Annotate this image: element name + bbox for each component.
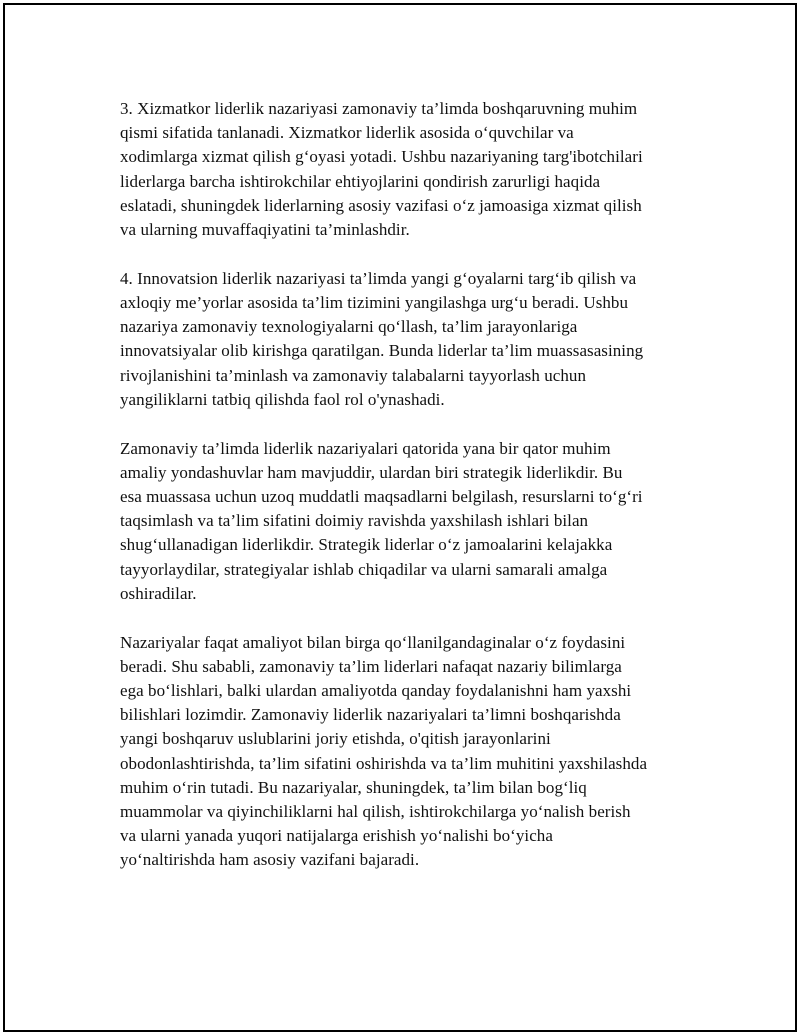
text-line: oshiradilar. [120, 583, 197, 603]
text-line: muhim o‘rin tutadi. Bu nazariyalar, shuningdek, ta’lim bilan bog‘liq [120, 777, 587, 797]
text-line: yo‘naltirishda ham asosiy vazifani bajaradi. [120, 850, 420, 870]
text-line: rivojlanishini ta’minlash va zamonaviy talabalarni tayyorlash uchun [120, 365, 586, 385]
page-frame [3, 3, 797, 1032]
paragraph-servant-leadership [120, 97, 695, 242]
text-line: Zamonaviy ta’limda liderlik nazariyalari qatorida yana bir qator muhim [120, 438, 611, 458]
text-line: yangiliklarni tatbiq qilishda faol rol o'ynashadi. [120, 389, 445, 409]
text-line: va ularni yanada yuqori natijalarga erishish yo‘nalishi bo‘yicha [120, 826, 553, 846]
text-line: 3. Xizmatkor liderlik nazariyasi zamonaviy ta’limda boshqaruvning muhim [120, 99, 638, 118]
text-line: Nazariyalar faqat amaliyot bilan birga qo‘llanilgandaginalar o‘z foydasini [120, 632, 626, 652]
paragraph-theory-and-practice [120, 631, 695, 873]
text-line: axloqiy me’yorlar asosida ta’lim tizimini yangilashga urg‘u beradi. Ushbu [120, 293, 629, 313]
text-line: amaliy yondashuvlar ham mavjuddir, ulardan biri strategik liderlikdir. Bu [120, 462, 623, 482]
text-line: esa muassasa uchun uzoq muddatli maqsadlarni belgilash, resurslarni to‘g‘ri [120, 487, 643, 507]
text-line: obodonlashtirishda, ta’lim sifatini oshirishda va ta’lim muhitini yaxshilashda [120, 753, 648, 773]
text-line: va ularning muvaffaqiyatini ta’minlashdir. [120, 220, 410, 240]
text-line: innovatsiyalar olib kirishga qaratilgan. Bunda liderlar ta’lim muassasasining [120, 341, 644, 361]
text-line: ega bo‘lishlari, balki ulardan amaliyotda qanday foydalanishni ham yaxshi [120, 681, 632, 701]
text-line: beradi. Shu sababli, zamonaviy ta’lim liderlari nafaqat nazariy bilimlarga [120, 656, 622, 676]
text-line: 4. Innovatsion liderlik nazariyasi ta’limda yangi g‘oyalarni targ‘ib qilish va [120, 268, 637, 288]
text-line: taqsimlash va ta’lim sifatini doimiy ravishda yaxshilash ishlari bilan [120, 511, 589, 531]
text-line: xodimlarga xizmat qilish g‘oyasi yotadi. Ushbu nazariyaning targ'ibotchilari [120, 147, 643, 167]
text-line: shug‘ullanadigan liderlikdir. Strategik liderlar o‘z jamoalarini kelajakka [120, 535, 613, 555]
paragraph-innovative-leadership [120, 267, 695, 412]
text-line: bilishlari lozimdir. Zamonaviy liderlik nazariyalari ta’limni boshqarishda [120, 705, 621, 725]
text-line: liderlarga barcha ishtirokchilar ehtiyojlarini qondirish zarurligi haqida [120, 171, 601, 191]
text-line: qismi sifatida tanlanadi. Xizmatkor liderlik asosida o‘quvchilar va [120, 123, 574, 143]
text-line: muammolar va qiyinchiliklarni hal qilish, ishtirokchilarga yo‘nalish berish [120, 802, 631, 822]
document-body [120, 97, 695, 897]
paragraph-strategic-leadership [120, 437, 695, 606]
text-line: tayyorlaydilar, strategiyalar ishlab chiqadilar va ularni samarali amalga [120, 559, 608, 579]
text-line: eslatadi, shuningdek liderlarning asosiy vazifasi o‘z jamoasiga xizmat qilish [120, 195, 642, 215]
text-line: nazariya zamonaviy texnologiyalarni qo‘llash, ta’lim jarayonlariga [120, 317, 578, 337]
text-line: yangi boshqaruv uslublarini joriy etishda, o'qitish jarayonlarini [120, 729, 551, 749]
